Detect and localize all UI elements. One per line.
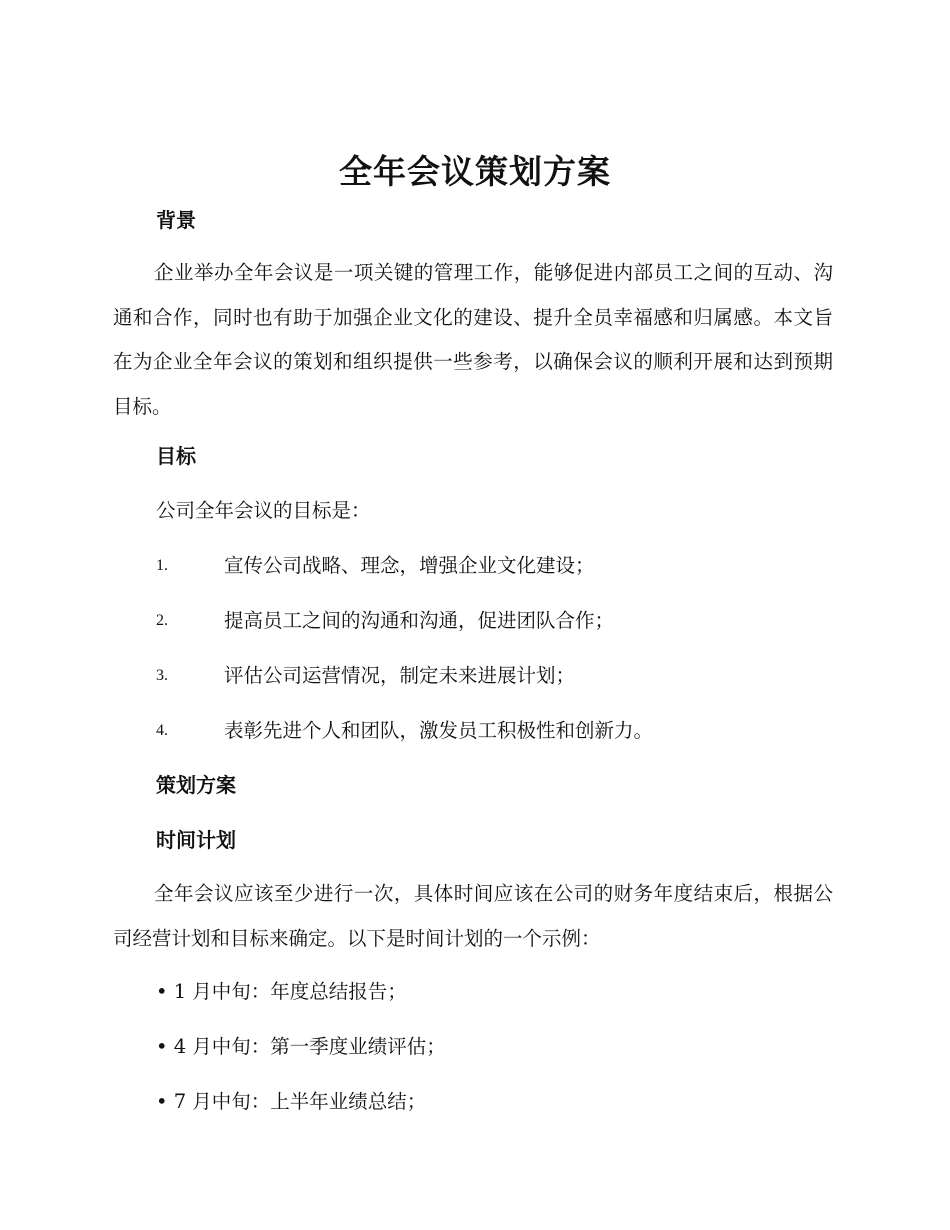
goals-intro: 公司全年会议的目标是：: [156, 499, 371, 522]
section-heading-plan: 策划方案: [156, 773, 236, 797]
list-item-text: 表彰先进个人和团队，激发员工积极性和创新力。: [224, 719, 654, 742]
list-item: • 4 月中旬：第一季度业绩评估；: [156, 1035, 446, 1058]
list-item-text: 提高员工之间的沟通和沟通，促进团队合作；: [224, 609, 615, 632]
list-item: • 1 月中旬：年度总结报告；: [156, 980, 407, 1003]
section-heading-background: 背景: [156, 208, 196, 232]
list-item-number: 3.: [156, 667, 168, 684]
list-item: • 7 月中旬：上半年业绩总结；: [156, 1090, 427, 1113]
list-item-text: 宣传公司战略、理念，增强企业文化建设；: [224, 554, 595, 577]
background-paragraph: 企业举办全年会议是一项关键的管理工作，能够促进内部员工之间的互动、沟通和合作，同时也有助于加强企业文化的建设、提升全员幸福感和归属感。本文旨在为企业全年会议的策划和组织提供一些参考，以确保会议的顺利开展和达到预期目标。: [113, 261, 833, 419]
time-plan-paragraph: 全年会议应该至少进行一次，具体时间应该在公司的财务年度结束后，根据公司经营计划和目标来确定。以下是时间计划的一个示例：: [113, 882, 833, 950]
section-heading-goals: 目标: [156, 444, 196, 468]
list-item-number: 4.: [156, 722, 168, 739]
list-item-text: 评估公司运营情况，制定未来进展计划；: [224, 664, 576, 687]
subsection-heading-time-plan: 时间计划: [156, 828, 236, 852]
list-item-number: 1.: [156, 557, 168, 574]
list-item-number: 2.: [156, 612, 168, 629]
document-title: 全年会议策划方案: [339, 152, 611, 191]
